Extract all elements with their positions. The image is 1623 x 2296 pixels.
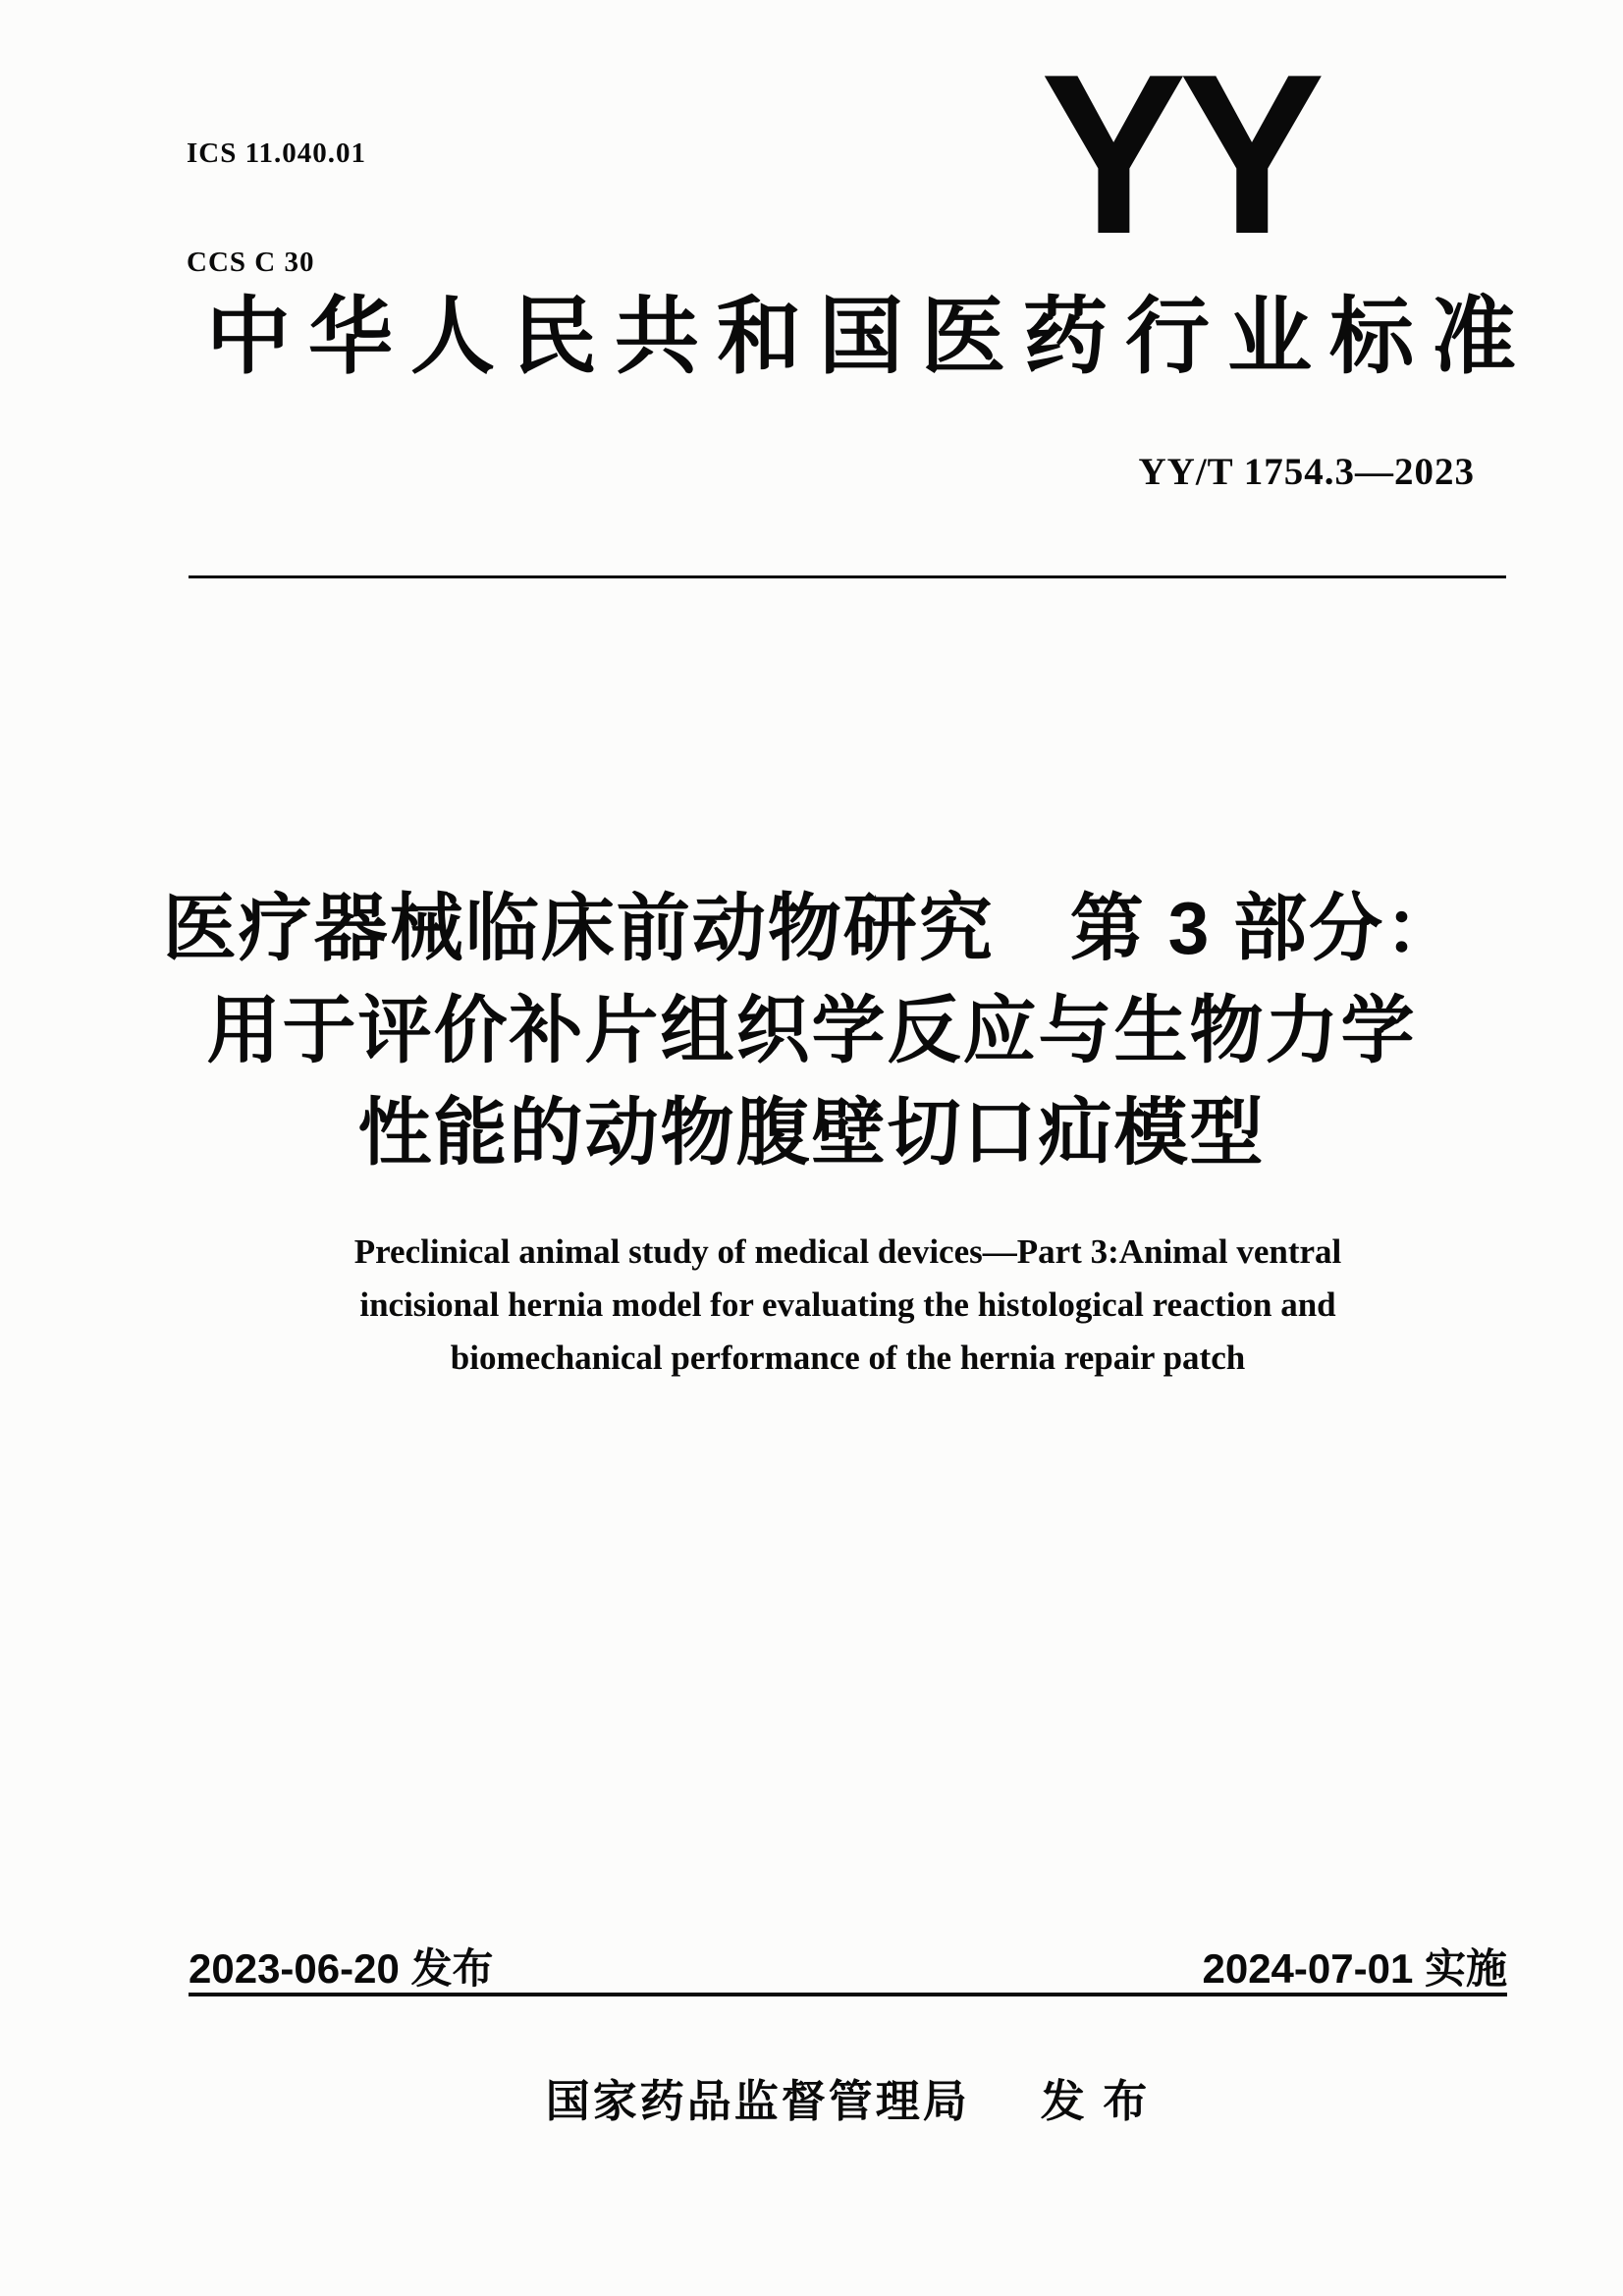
date-row [189,1944,1507,1994]
chinese-title [147,877,1476,1183]
issuer-verb: 发 布 [1040,2076,1151,2126]
header-rule [189,575,1506,578]
issue-date: 2023-06-20 发布 [189,1945,494,1992]
standard-category-title: 中华人民共和国医药行业标准 [206,290,1534,384]
chinese-title-line3: 性能的动物腹壁切口疝模型 [357,1091,1266,1174]
english-title-line3: biomechanical performance of the hernia repair patch [450,1339,1246,1377]
ccs-code: CCS C 30 [187,246,315,278]
chinese-title-line2: 用于评价补片组织学反应与生物力学 [206,989,1417,1071]
english-title [189,1226,1507,1385]
english-title-line2: incisional hernia model for evaluating the histological reaction and [359,1285,1336,1324]
issuer-name: 国家药品监督管理局 [545,2076,970,2126]
footer-rule [189,1993,1507,1996]
standard-number: YY/T 1754.3—2023 [1138,451,1475,493]
implementation-date: 2024-07-01 实施 [1202,1945,1507,1992]
chinese-title-line1: 医疗器械临床前动物研究 第 3 部分： [162,887,1461,969]
ics-code: ICS 11.040.01 [187,137,367,169]
issuer-line [189,2070,1507,2132]
english-title-line1: Preclinical animal study of medical devices—Part 3:Animal ventral [353,1232,1342,1271]
yy-standard-logo: YY [1041,27,1318,282]
